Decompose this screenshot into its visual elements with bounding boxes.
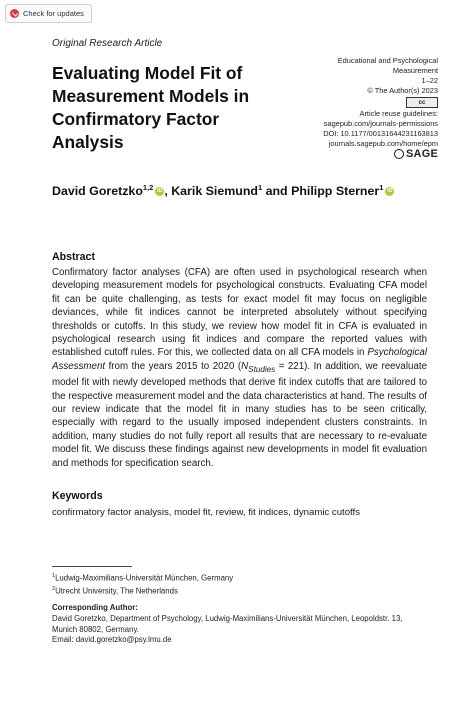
reuse-url-link[interactable]: sagepub.com/journals-permissions (323, 119, 438, 128)
check-updates-icon (10, 9, 19, 18)
orcid-icon[interactable]: iD (387, 188, 393, 195)
journal-name-line1: Educational and Psychological (337, 56, 438, 65)
journal-pages: 1–22 (421, 76, 438, 85)
doi-link[interactable]: DOI: 10.1177/00131644231163813 (323, 129, 438, 138)
author-affiliation-sup: 1 (379, 183, 384, 192)
author-affiliation-sup: 1,2 (142, 183, 154, 192)
affiliations (52, 571, 233, 596)
abstract-text (52, 266, 427, 470)
author-separator: and (262, 184, 292, 199)
corresponding-heading: Corresponding Author: (52, 603, 138, 612)
orcid-icon[interactable]: iD (157, 188, 163, 195)
affiliation-2-sup: 2 (52, 585, 56, 592)
keywords-heading: Keywords (52, 490, 103, 502)
abstract-heading: Abstract (52, 251, 95, 263)
author-list (52, 183, 394, 198)
author-affiliation-sup: 1 (257, 183, 263, 192)
footnote-divider (52, 566, 132, 567)
n-studies-symbol: N (241, 360, 249, 372)
n-studies-value: = 221 (275, 360, 305, 372)
corresponding-address: David Goretzko, Department of Psychology, Ludwig-Maximilians-Universität München, Leopoldstr. 13, Munich 80802, Germany. (52, 613, 403, 634)
affiliation-2-text: Utrecht University, The Netherlands (55, 586, 178, 596)
affiliation-1-sup: 1 (52, 573, 56, 579)
abstract-part1: Confirmatory factor analyses (CFA) are often used in psychological research when developing measurement models for psychological constructs. Evaluating CFA model fit can be quite challenging, as tests for exact model fit may focus on negligible deviances, while fit indices cannot be interpreted absolutely without specifying thresholds or cutoffs. In this study, we review how model fit in CFA is evaluated in psychological research using fit indices and compare the reported values with established cutoff rules. For this, we collected data on all CFA models in (52, 267, 427, 359)
reuse-guidelines: Article reuse guidelines: (359, 109, 438, 118)
author-separator: , (164, 184, 172, 199)
affiliation-2 (52, 584, 233, 597)
check-for-updates-badge[interactable] (5, 4, 92, 23)
journal-title-italic: Psychological Assessment (52, 347, 427, 372)
journal-home-link[interactable]: journals.sagepub.com/home/epm (328, 139, 438, 148)
abstract-part3: ). In addition, we reevaluate model fit with newly developed methods that derive fit index cutoffs that are tailored to the respective measurement model and the data characteristics at hand. The results of our review indicate that the model fit in many studies has to be seen critically, especially with regard to the usually imposed independent clusters constraints. In addition, many studies do not fully report all results that are necessary to re-evaluate model fit. We discuss these findings against new developments in model fit evaluation and methods for specification search. (52, 360, 427, 469)
corresponding-author (52, 603, 422, 646)
author-name: Philipp Sterner (291, 184, 380, 199)
check-for-updates-label: Check for updates (23, 9, 84, 18)
journal-name-line2: Measurement (392, 66, 438, 75)
sage-logo (394, 149, 438, 159)
n-studies-subscript: Studies (248, 364, 276, 374)
sage-logo-mark-icon (394, 149, 404, 159)
journal-copyright: © The Author(s) 2023 (367, 86, 438, 95)
sage-logo-text: SAGE (406, 148, 438, 160)
author-name: Karik Siemund (171, 184, 258, 199)
journal-info (268, 56, 438, 162)
cc-license-icon[interactable]: cc (406, 97, 438, 108)
article-title: Evaluating Model Fit of Measurement Models in Confirmatory Factor Analysis (52, 63, 250, 152)
author-name: David Goretzko (52, 184, 143, 199)
abstract-part2: from the years 2015 to 2020 ( (105, 360, 242, 372)
affiliation-1 (52, 571, 233, 584)
affiliation-1-text: Ludwig-Maximilians-Universität München, Germany (55, 573, 234, 583)
corresponding-email[interactable]: Email: david.goretzko@psy.lmu.de (52, 635, 172, 645)
article-type: Original Research Article (52, 38, 163, 49)
keywords-text: confirmatory factor analysis, model fit, review, fit indices, dynamic cutoffs (52, 507, 361, 518)
